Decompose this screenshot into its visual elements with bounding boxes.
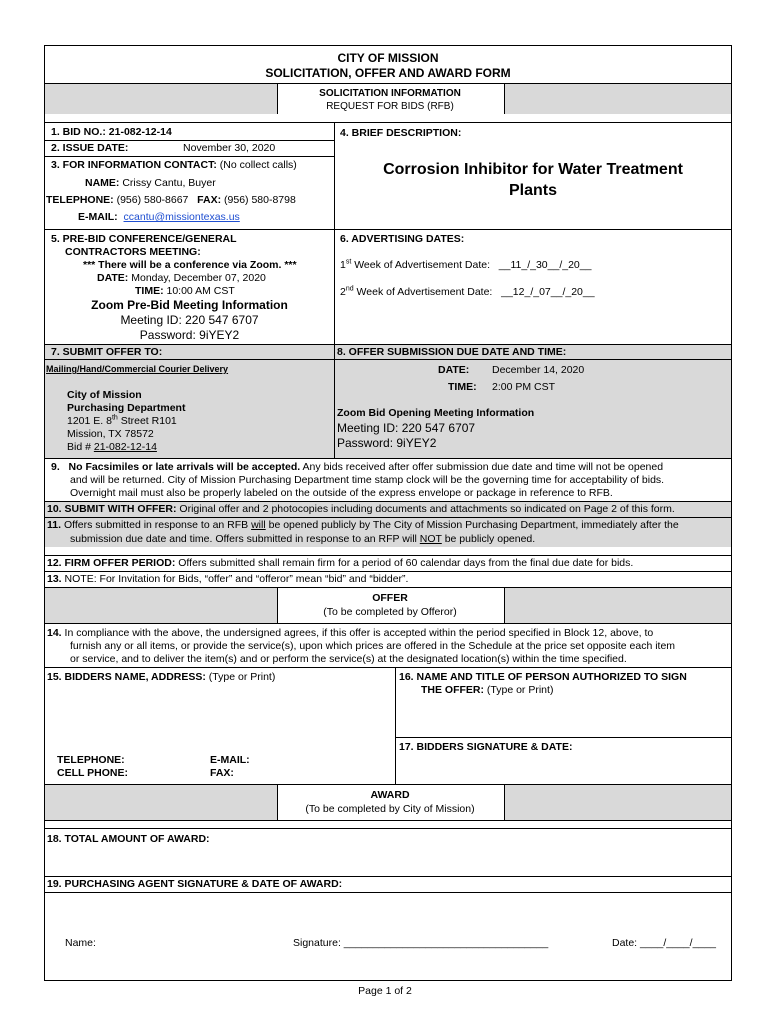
bidder-cell-label: CELL PHONE: — [57, 767, 128, 779]
bidder-fax-label: FAX: — [210, 767, 234, 779]
bid-no: 1. BID NO.: 21-082-12-14 — [51, 126, 172, 138]
block-18 — [45, 828, 731, 876]
block-9 — [45, 458, 731, 501]
block-19-body — [45, 892, 731, 980]
page-number: Page 1 of 2 — [358, 985, 412, 997]
first-advertisement-date: 1st Week of Advertisement Date: __11_/_30__/_20__ — [340, 258, 592, 271]
submit-with-offer: 10. SUBMIT WITH OFFER: Original offer and 2 photocopies including documents and attachments so indicated on Page 2 of this form. — [47, 503, 675, 515]
address-line-1: City of Mission — [67, 389, 142, 401]
block-14-line-1: 14. In compliance with the above, the undersigned agrees, if this offer is accepted within the period specified in Block 12, above, to — [47, 627, 654, 639]
prebid-label-2: CONTRACTORS MEETING: — [65, 246, 201, 258]
bidder-email-label: E-MAIL: — [210, 754, 250, 766]
advertising-dates-label: 6. ADVERTISING DATES: — [340, 233, 465, 245]
bid-opening-zoom-title: Zoom Bid Opening Meeting Information — [337, 407, 535, 419]
bidder-telephone-label: TELEPHONE: — [57, 754, 125, 766]
block-11-line-1: 11. Offers submitted in response to an RFB will be opened publicly by The City of Mission Purchasing Department, immediately after the — [47, 519, 679, 531]
brief-description-line2: Plants — [508, 182, 557, 199]
block-11 — [45, 517, 731, 547]
block-14 — [45, 623, 731, 667]
authorized-person-label-1: 16. NAME AND TITLE OF PERSON AUTHORIZED TO SIGN — [399, 671, 687, 683]
submit-offer-label: 7. SUBMIT OFFER TO: — [51, 346, 163, 358]
delivery-method: Mailing/Hand/Commercial Courier Delivery — [46, 364, 229, 374]
authorized-person-label-2: THE OFFER: (Type or Print) — [421, 684, 554, 696]
rfb-label: REQUEST FOR BIDS (RFB) — [326, 101, 454, 112]
issue-date-label: 2. ISSUE DATE: — [51, 142, 129, 154]
bidders-signature-label: 17. BIDDERS SIGNATURE & DATE: — [399, 741, 573, 753]
solicitation-form — [44, 45, 732, 981]
due-time-key: TIME: — [448, 381, 477, 393]
due-date-key: DATE: — [438, 364, 470, 376]
contact-name: NAME: Crissy Cantu, Buyer — [85, 177, 216, 189]
block-14-line-3: or service, and to deliver the item(s) and or perform the service(s) at the designated location(s) within the time specified. — [70, 653, 627, 665]
total-award-label: 18. TOTAL AMOUNT OF AWARD: — [47, 833, 210, 845]
contact-email-link[interactable]: ccantu@missiontexas.us — [123, 211, 240, 223]
block-9-line-1: 9. No Facsimiles or late arrivals will be accepted. Any bids received after offer submission due date and time will not be opened — [51, 461, 664, 473]
prebid-date: DATE: Monday, December 07, 2020 — [97, 272, 266, 284]
prebid-time: TIME: 10:00 AM CST — [135, 285, 235, 297]
prebid-meeting-id: Meeting ID: 220 547 6707 — [120, 313, 259, 327]
block-10 — [45, 501, 731, 517]
bid-reference: Bid # 21-082-12-14 — [67, 441, 157, 453]
blocks-1-6 — [45, 122, 731, 344]
prebid-password: Password: 9iYEY2 — [139, 328, 240, 342]
agent-signature-line: Signature: ___________________________________ — [293, 937, 549, 949]
award-title: AWARD — [370, 789, 410, 801]
due-time-value: 2:00 PM CST — [492, 381, 556, 393]
agent-name-label: Name: — [65, 937, 96, 949]
award-date-line: Date: ____/____/____ — [612, 937, 716, 949]
address-line-4: Mission, TX 78572 — [67, 428, 154, 440]
bid-opening-password: Password: 9iYEY2 — [337, 436, 437, 450]
form-title-city: CITY OF MISSION — [337, 51, 439, 65]
address-line-3: 1201 E. 8th Street R101 — [67, 414, 177, 427]
solicitation-info-label: SOLICITATION INFORMATION — [319, 88, 461, 99]
purchasing-agent-label: 19. PURCHASING AGENT SIGNATURE & DATE OF AWARD: — [47, 878, 343, 890]
offer-subtitle: (To be completed by Offeror) — [323, 606, 457, 618]
brief-description-label: 4. BRIEF DESCRIPTION: — [340, 127, 462, 139]
award-subtitle: (To be completed by City of Mission) — [305, 803, 475, 815]
prebid-label-1: 5. PRE-BID CONFERENCE/GENERAL — [51, 233, 237, 245]
contact-email: E-MAIL: ccantu@missiontexas.us — [78, 211, 240, 223]
due-date-value: December 14, 2020 — [492, 364, 585, 376]
offer-band — [45, 587, 731, 623]
bid-opening-meeting-id: Meeting ID: 220 547 6707 — [337, 421, 476, 435]
address-line-2: Purchasing Department — [67, 402, 186, 414]
blocks-7-8 — [45, 344, 731, 458]
contact-label: 3. FOR INFORMATION CONTACT: (No collect calls) — [51, 159, 297, 171]
brief-description-line1: Corrosion Inhibitor for Water Treatment — [383, 161, 683, 178]
award-band — [45, 784, 731, 820]
block-14-line-2: furnish any or all items, or provide the service(s), upon which prices are offered in the Schedule at the price set opposite each item — [70, 640, 676, 652]
block-13 — [45, 571, 731, 587]
block-9-line-2: and will be returned. City of Mission Purchasing Department time stamp clock will be the governing time for acceptability of bids. — [70, 474, 665, 486]
prebid-zoom-title: Zoom Pre-Bid Meeting Information — [91, 298, 288, 312]
solicitation-info-band — [45, 83, 731, 114]
bidders-name-label: 15. BIDDERS NAME, ADDRESS: (Type or Print) — [47, 671, 276, 683]
block-9-line-3: Overnight mail must also be properly labeled on the outside of the express envelope or package in reference to RFB. — [70, 487, 613, 499]
due-date-label: 8. OFFER SUBMISSION DUE DATE AND TIME: — [337, 346, 567, 358]
firm-offer-period: 12. FIRM OFFER PERIOD: Offers submitted shall remain firm for a period of 60 calendar days from the final due date for bids. — [47, 557, 634, 569]
second-advertisement-date: 2nd Week of Advertisement Date: __12_/_07__/_20__ — [340, 285, 595, 298]
block-11-line-2: submission due date and time. Offers submitted in response to an RFP will NOT be publicly opened. — [70, 533, 536, 545]
block-19-header — [45, 876, 731, 892]
block-12 — [45, 555, 731, 571]
blocks-15-17 — [45, 667, 731, 784]
offer-title: OFFER — [372, 592, 408, 604]
zoom-conference-note: *** There will be a conference via Zoom. *** — [83, 259, 297, 271]
form-title: SOLICITATION, OFFER AND AWARD FORM — [265, 66, 511, 80]
note-definitions: 13. NOTE: For Invitation for Bids, “offer” and “offeror” mean “bid” and “bidder”. — [47, 573, 409, 585]
issue-date-value: November 30, 2020 — [183, 142, 276, 154]
contact-phone-fax: TELEPHONE: (956) 580-8667 FAX: (956) 580-8798 — [46, 194, 296, 206]
award-spacer — [45, 820, 731, 828]
